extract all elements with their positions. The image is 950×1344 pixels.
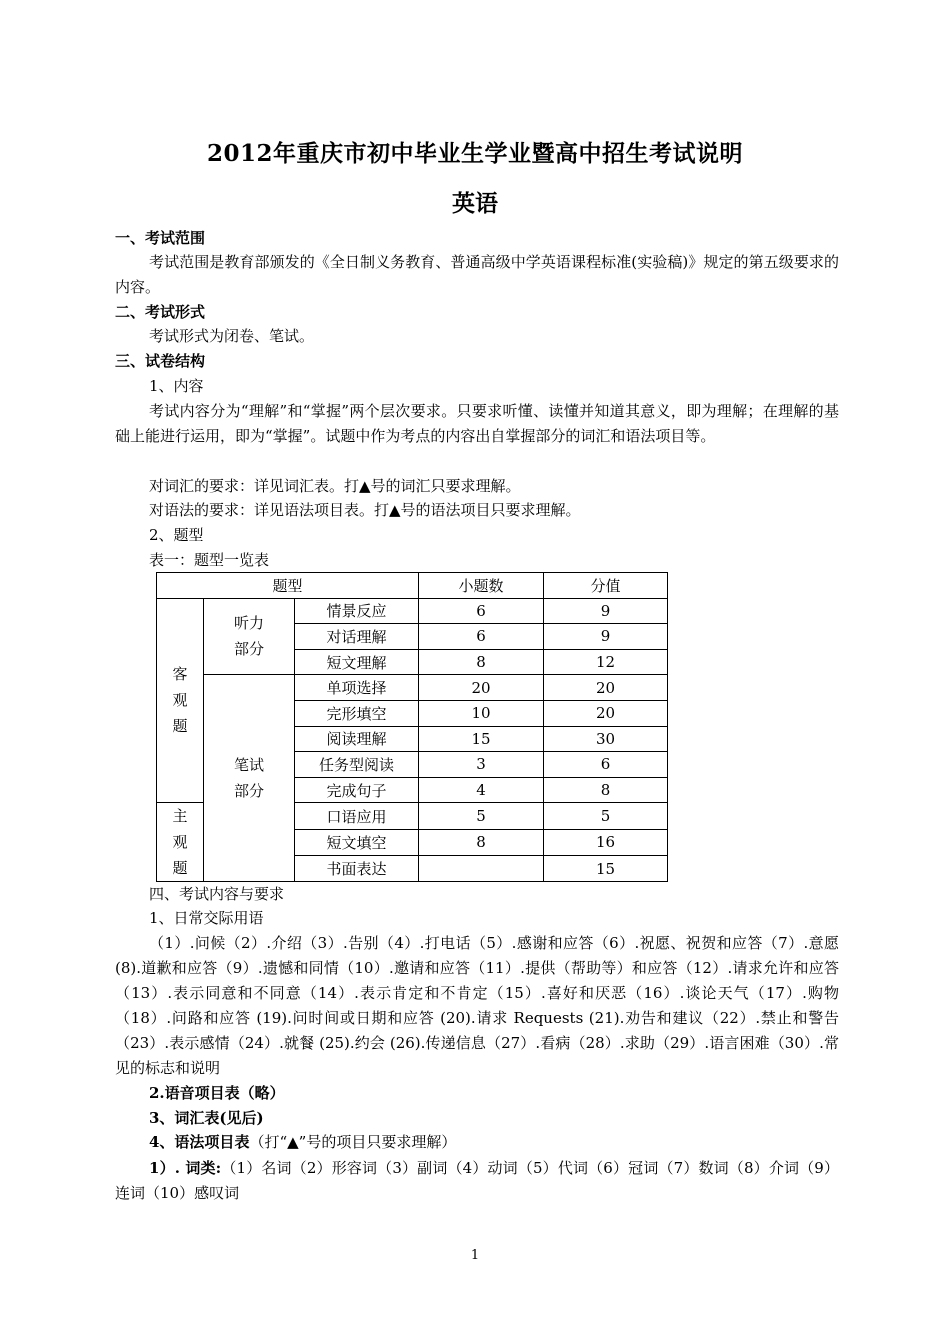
row-count: 20 (419, 675, 544, 701)
section1-text: 考试范围是教育部颁发的《全日制义务教育、普通高级中学英语课程标准(实验稿)》规定的第五级要求的内容。 (115, 253, 839, 296)
section4-heading: 四、考试内容与要求 (149, 885, 285, 903)
row-count: 3 (419, 752, 544, 778)
category-subjective: 主观题 (157, 803, 204, 882)
row-count: 4 (419, 777, 544, 803)
sub4-note: （打“▲”号的项目只要求理解） (249, 1133, 457, 1151)
section4-sub1: 1、日常交际用语 (149, 909, 264, 927)
section2-text: 考试形式为闭卷、笔试。 (149, 327, 315, 345)
row-name: 书面表达 (295, 856, 419, 882)
row-score: 9 (544, 598, 668, 624)
row-score: 5 (544, 803, 668, 829)
row-name: 任务型阅读 (295, 752, 419, 778)
page-number: 1 (470, 1248, 480, 1263)
table-row (157, 675, 668, 701)
row-name: 短文填空 (295, 829, 419, 855)
section4-sub4 (149, 1130, 456, 1154)
section4-sub2: 2.语音项目表（略） (149, 1084, 285, 1102)
question-type-table (156, 572, 668, 882)
row-name: 口语应用 (295, 803, 419, 829)
row-score: 20 (544, 700, 668, 726)
word-class-items: （1）名词（2）形容词（3）副词（4）动词（5）代词（6）冠词（7）数词（8）介词（9）连词（10）感叹词 (115, 1159, 839, 1202)
section2-heading: 二、考试形式 (115, 303, 206, 321)
row-score: 16 (544, 829, 668, 855)
table-header-row (157, 573, 668, 599)
section3-heading: 三、试卷结构 (115, 352, 206, 370)
row-name: 短文理解 (295, 649, 419, 675)
table-caption: 表一：题型一览表 (149, 551, 270, 569)
row-count: 6 (419, 598, 544, 624)
section3-sub2: 2、题型 (149, 526, 204, 544)
row-count: 8 (419, 829, 544, 855)
section4-sub3: 3、词汇表(见后) (149, 1109, 264, 1127)
row-count: 10 (419, 700, 544, 726)
word-class-label: 1）. 词类: (149, 1159, 222, 1177)
row-name: 完形填空 (295, 700, 419, 726)
header-type: 题型 (157, 573, 419, 599)
row-score: 15 (544, 856, 668, 882)
row-count: 5 (419, 803, 544, 829)
row-score: 9 (544, 624, 668, 650)
row-score: 30 (544, 726, 668, 752)
subject-title: 英语 (452, 190, 498, 217)
vocab-requirement: 对词汇的要求：详见词汇表。打▲号的词汇只要求理解。 (149, 477, 521, 495)
communication-phrases-list: （1）.问候（2）.介绍（3）.告别（4）.打电话（5）.感谢和应答（6）.祝愿、祝贺和应答（7）.意愿(8).道歉和应答（9）.遗憾和同情（10）.邀请和应答（11）.提供（帮助等）和应答（12）.请求允许和应答（13）.表示同意和不同意（14）.表示肯定和不肯定（15）.喜好和厌恶（16）.谈论天气（17）.购物（18）.问路和应答 (19).问时间或日期和应答 (20).请求 Requests (21).劝告和建议（22）.禁止和警告（23）.表示感情（24）.就餐 (25).约会 (26).传递信息（27）.看病（28）.求助（29）.语言困难（30）.常见的标志和说明 (115, 934, 839, 1077)
row-name: 阅读理解 (295, 726, 419, 752)
header-count: 小题数 (419, 573, 544, 599)
row-name: 完成句子 (295, 777, 419, 803)
row-count: 15 (419, 726, 544, 752)
row-name: 对话理解 (295, 624, 419, 650)
row-score: 20 (544, 675, 668, 701)
row-count: 6 (419, 624, 544, 650)
row-score: 8 (544, 777, 668, 803)
row-name: 情景反应 (295, 598, 419, 624)
row-score: 6 (544, 752, 668, 778)
grammar-requirement: 对语法的要求：详见语法项目表。打▲号的语法项目只要求理解。 (149, 501, 581, 519)
table-row (157, 598, 668, 624)
section1-heading: 一、考试范围 (115, 229, 206, 247)
sub4-bold: 4、语法项目表 (149, 1133, 250, 1151)
row-name: 单项选择 (295, 675, 419, 701)
category-objective: 客观题 (157, 598, 204, 803)
row-count (419, 856, 544, 882)
row-score: 12 (544, 649, 668, 675)
group-listening: 听力部分 (204, 598, 295, 675)
section3-sub1: 1、内容 (149, 377, 204, 395)
section3-paragraph: 考试内容分为“理解”和“掌握”两个层次要求。只要求听懂、读懂并知道其意义，即为理解；在理解的基础上能进行运用，即为“掌握”。试题中作为考点的内容出自掌握部分的词汇和语法项目等。 (115, 402, 839, 445)
word-class-list (115, 1156, 839, 1206)
document-title: 2012年重庆市初中毕业生学业暨高中招生考试说明 (206, 140, 743, 167)
row-count: 8 (419, 649, 544, 675)
header-score: 分值 (544, 573, 668, 599)
group-writing: 笔试部分 (204, 675, 295, 882)
